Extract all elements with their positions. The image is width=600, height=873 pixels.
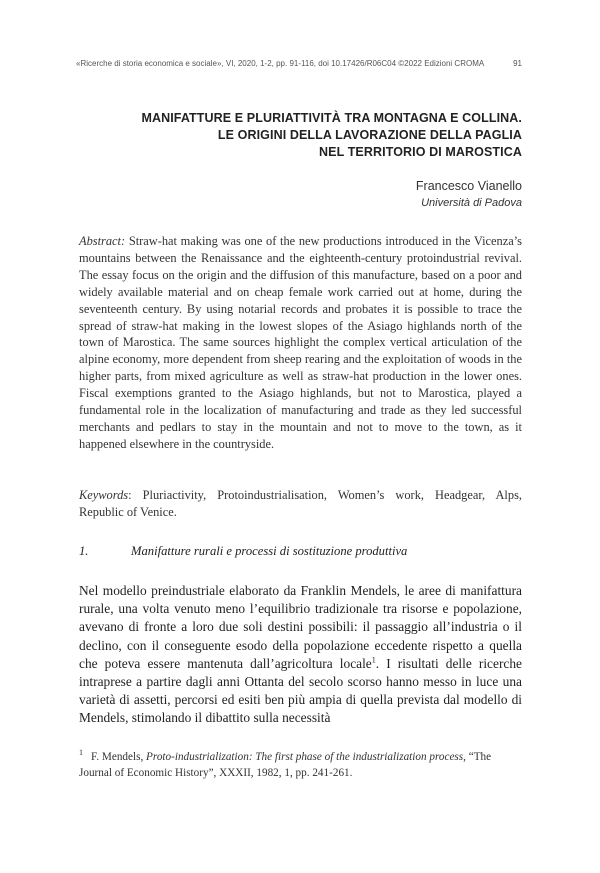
abstract-text: Straw-hat making was one of the new productions introduced in the Vicenza’s mountains between the Renaissance and the eighteenth-century protoindustrial revival. The essay focus on the origin and the diffusion of this manufacture, based on a poor and widely available material and on cheap female work carried out at home, during the seventeenth century. By using notarial records and probates it is possible to trace the spread of straw-hat making in the lowest slopes of the Asiago highlands north of the town of Marostica. The same sources highlight the complex vertical articulation of the alpine economy, more dependent from sheep rearing and the exploitation of woods in the higher parts, from mixed agriculture as well as straw-hat production in the lower ones. Fiscal exemptions granted to the Asiago highlands, but not to Marostica, played a fundamental role in the localization of manufacturing and trade as they led successful merchants and pedlars to stay in the mountain and not to move to the town, as it happened elsewhere in the countryside. xyxy=(79,234,522,451)
keywords-text: : Pluriactivity, Protoindustrialisation, Women’s work, Headgear, Alps, Republic of Venice. xyxy=(79,488,522,519)
section-title: Manifatture rurali e processi di sostituzione produttiva xyxy=(131,544,408,558)
footnote-reference[interactable]: 1 xyxy=(371,655,376,665)
author-name: Francesco Vianello xyxy=(415,179,522,193)
author-affiliation: Università di Padova xyxy=(421,197,522,209)
citation-line: «Ricerche di storia economica e sociale», VI, 2020, 1-2, pp. 91-116, doi 10.17426/R06C04 ©2022 Edizioni CROMA xyxy=(76,59,485,68)
title-line-3: NEL TERRITORIO DI MAROSTICA xyxy=(319,145,522,159)
keywords xyxy=(79,487,522,521)
footnote-work-title: Proto-industrialization: The first phase of the industrialization process xyxy=(146,751,464,763)
section-heading xyxy=(79,544,407,559)
footnote-number: 1 xyxy=(79,748,83,758)
title-line-2: LE ORIGINI DELLA LAVORAZIONE DELLA PAGLIA xyxy=(217,128,522,142)
keywords-label: Keywords xyxy=(79,488,129,502)
body-text-part-2: . I risultati delle ricerche intraprese a partire dagli anni Ottanta del secolo scorso hanno messo in luce una varietà di assetti, percorsi ed esiti ben più ampia di quella prevista dal modello di Mendels, stimolando il dibattito sulla necessità xyxy=(79,655,522,726)
running-header xyxy=(76,59,522,68)
body-paragraph xyxy=(79,582,522,728)
page-number: 91 xyxy=(513,59,522,68)
title-line-1: MANIFATTURE E PLURIATTIVITÀ TRA MONTAGNA E COLLINA. xyxy=(141,111,522,125)
section-number: 1. xyxy=(79,544,89,558)
footnote-citation-rest: , “The Journal of Economic History”, XXXII, 1982, 1, pp. 241-261. xyxy=(79,751,492,779)
footnote-author: F. Mendels, xyxy=(91,751,147,763)
article-title xyxy=(102,110,522,161)
footnote xyxy=(79,749,522,781)
abstract-label: Abstract: xyxy=(79,234,126,248)
body-text-part-1: Nel modello preindustriale elaborato da Franklin Mendels, le aree di manifattura rurale, una volta venuto meno l’equilibrio tradizionale tra risorse e popolazione, avevano di fronte a loro due soli destini possibili: il passaggio all’industria o il declino, con il conseguente esodo della popolazione eccedente rispetto a quella che poteva essere mantenuta dall’agricoltura locale xyxy=(79,583,522,671)
abstract xyxy=(79,233,522,453)
